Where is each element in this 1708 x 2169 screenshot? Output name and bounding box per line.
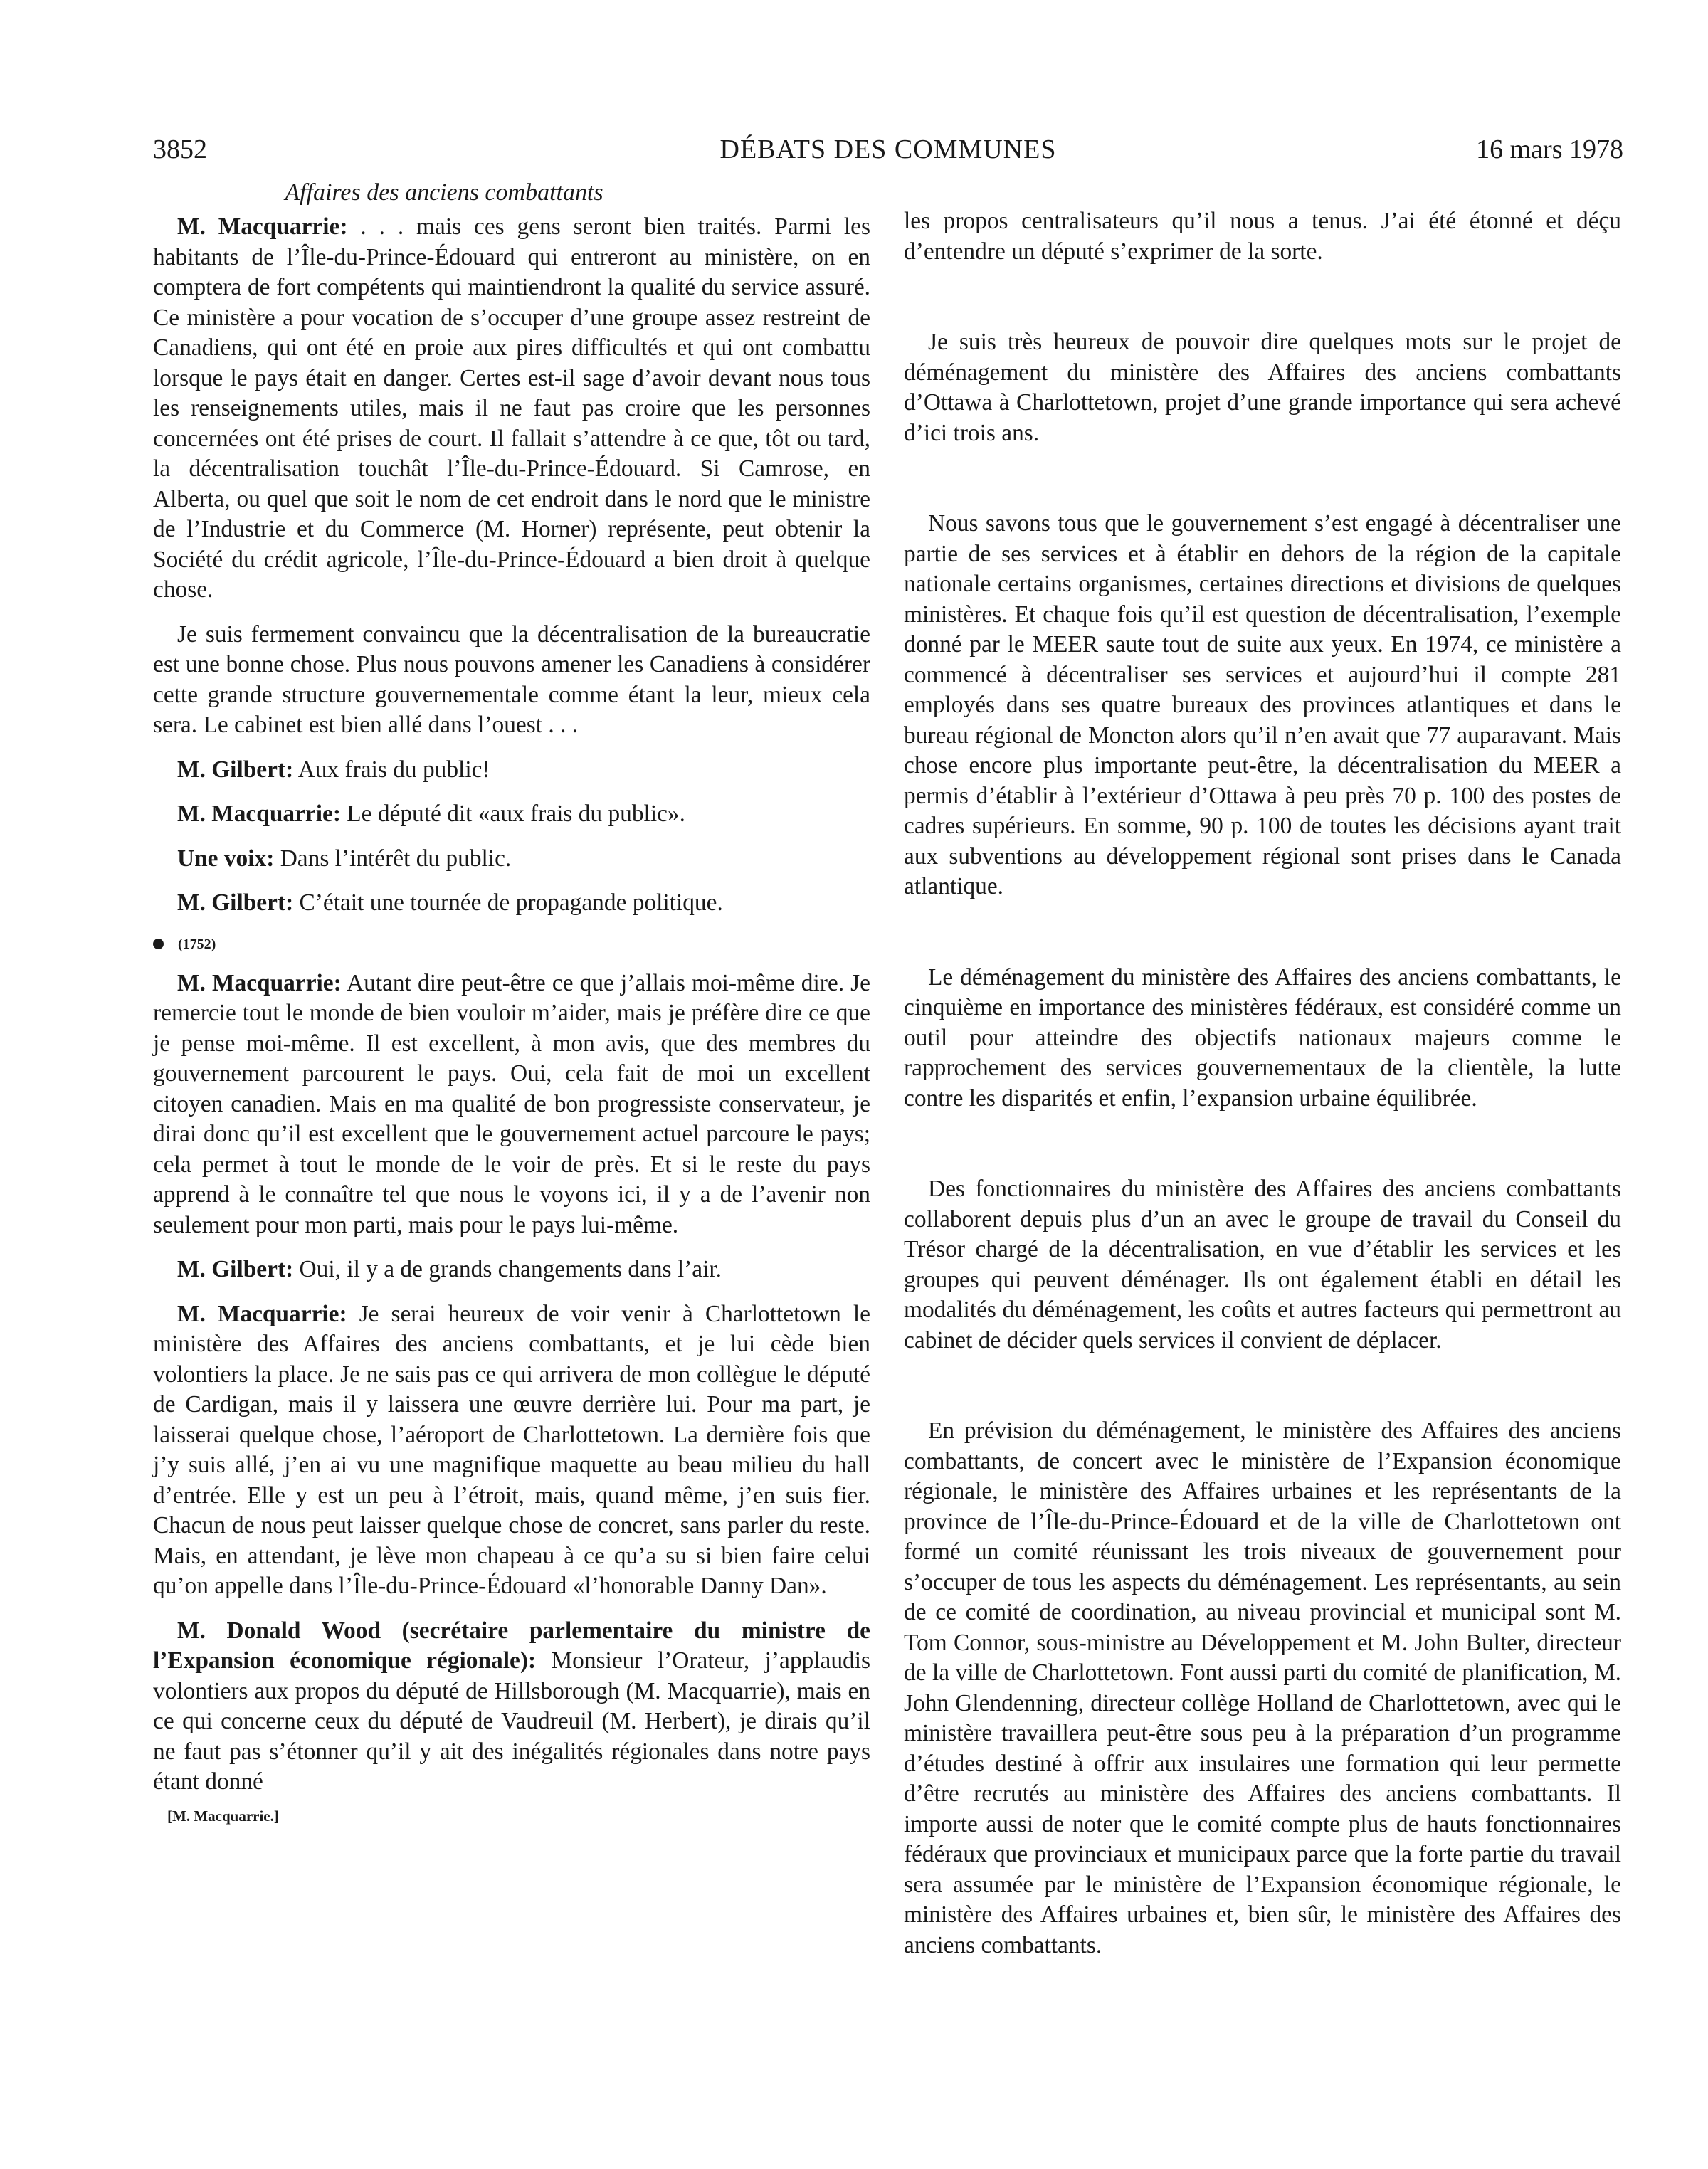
- paragraph: [153, 1255, 870, 1285]
- publication-title: DÉBATS DES COMMUNES: [719, 134, 1057, 164]
- paragraph: [153, 799, 870, 830]
- speaker-name: M. Macquarrie:: [177, 1300, 347, 1327]
- paragraph: Le déménagement du ministère des Affaires des anciens combattants, le cinquième en importance des ministères fédéraux, est considéré comme un outil pour atteindre des objectifs nationaux majeurs comme le rapprochement des services gouvernementaux de la clientèle, la lutte contre les disparités et enfin, l’expansion urbaine équilibrée.: [904, 964, 1621, 1112]
- speech-text: Oui, il y a de grands changements dans l’air.: [293, 1256, 722, 1282]
- paragraph: [153, 969, 870, 1241]
- time-marker-label: (1752): [178, 936, 216, 952]
- paragraph: Des fonctionnaires du ministère des Affaires des anciens combattants collaborent depuis plus d’un an avec le groupe de travail du Conseil du Trésor chargé de la décentralisation, en vue d’établir les services et les groupes qui peuvent déménager. Ils ont également établi en détail les modalités du déménagement, les coûts et autres facteurs qui permettront au cabinet de décider quels services il convient de déplacer.: [904, 1176, 1621, 1353]
- page-date: 16 mars 1978: [1476, 134, 1623, 164]
- speech-text: Autant dire peut-être ce que j’allais moi-même dire. Je remercie tout le monde de bien vouloir m’aider, mais je préfère dire ce que je pense moi-même. Il est excellent, à mon avis, que des membres du gouvernement parcourent le pays. Oui, cela fait de moi un excellent citoyen canadien. Mais en ma qualité de bon progressiste conservateur, je dirai donc qu’il est excellent que le gouvernement actuel parcoure le pays; cela permet à tout le monde de le voir de près. Et si le reste du pays apprend à le connaître tel que nous le voyons ici, il y a de l’avenir non seulement pour mon parti, mais pour le pays lui-même.: [153, 969, 870, 1238]
- right-column: [904, 206, 1621, 1960]
- paragraph: [153, 212, 870, 606]
- speech-text: Le député dit «aux frais du public».: [340, 801, 685, 827]
- page-number: 3852: [153, 134, 207, 164]
- speech-text: Aux frais du public!: [293, 756, 490, 783]
- speaker-name: Une voix:: [177, 845, 275, 872]
- paragraph: Je suis très heureux de pouvoir dire quelques mots sur le projet de déménagement du ministère des Affaires des anciens combattants d’Ottawa à Charlottetown, projet d’une grande importance qui sera achevé d’ici trois ans.: [904, 329, 1621, 446]
- speaker-name: M. Macquarrie:: [177, 213, 348, 240]
- paragraph: [153, 755, 870, 786]
- speech-text: Dans l’intérêt du public.: [274, 845, 512, 872]
- speech-text: Je suis fermement convaincu que la décentralisation de la bureaucratie est une bonne chose. Plus nous pouvons amener les Canadiens à considérer cette grande structure gouvernementale comme étant la leur, mieux cela sera. Le cabinet est bien allé dans l’ouest . . .: [153, 621, 870, 738]
- paragraph: [153, 888, 870, 919]
- paragraph: [153, 844, 870, 875]
- paragraph: [153, 620, 870, 741]
- speech-text: Je serai heureux de voir venir à Charlottetown le ministère des Affaires des anciens combattants, et je lui cède bien volontiers la place. Je ne sais pas ce qui arrivera de mon collègue le député de Cardigan, mais il y laissera une œuvre derrière lui. Pour ma part, je laisserai quelque chose, l’aéroport de Charlottetown. La dernière fois que j’y suis allé, j’en ai vu une magnifique maquette au beau milieu du hall d’entrée. Elle y est un peu à l’étroit, mais, quand même, j’en suis fier. Chacun de nous peut laisser quelque chose de concret, sans parler du reste. Mais, en attendant, je lève mon chapeau à ce qu’a su si bien faire celui qu’on appelle dans l’Île-du-Prince-Édouard «l’honorable Danny Dan».: [153, 1300, 870, 1599]
- speech-text: C’était une tournée de propagande politique.: [293, 890, 723, 916]
- speech-text: . . . mais ces gens seront bien traités. Parmi les habitants de l’Île-du-Prince-Édouard qui entreront au ministère, on en comptera de fort compétents qui maintiendront la qualité du service assuré. Ce ministère a pour vocation de s’occuper d’une groupe assez restreint de Canadiens, qui ont été en proie aux pires difficultés et qui ont combattu lorsque le pays était en danger. Certes est-il sage d’avoir devant nous tous les renseignements utiles, mais il ne faut pas croire que les personnes concernées ont été prises de court. Il fallait s’attendre à ce que, tôt ou tard, la décentralisation touchât l’Île-du-Prince-Édouard. Si Camrose, en Alberta, ou quel que soit le nom de cet endroit dans le nord que le ministre de l’Industrie et du Commerce (M. Horner) représente, peut obtenir la Société du crédit agricole, l’Île-du-Prince-Édouard a bien droit à quelque chose.: [153, 213, 871, 603]
- paragraph: [153, 1299, 870, 1602]
- paragraph: Nous savons tous que le gouvernement s’est engagé à décentraliser une partie de ses services et à établir en dehors de la région de la capitale nationale certains organismes, certaines directions et divisions de quelques ministères. Et chaque fois qu’il est question de décentralisation, l’exemple donné par le MEER saute tout de suite aux yeux. En 1974, ce ministère a commencé à décentraliser ses services et aujourd’hui il compte 281 employés dans ses quatre bureaux des provinces atlantiques et dans le bureau régional de Moncton alors qu’il n’en avait que 77 auparavant. Mais chose encore plus importante peut-être, la décentralisation du MEER a permis d’établir à l’extérieur d’Ottawa à peu près 70 p. 100 des postes de cadres supérieurs. En somme, 90 p. 100 de toutes les décisions ayant trait aux subventions au développement régional sont prises dans le Canada atlantique.: [904, 510, 1621, 899]
- speaker-name: M. Donald Wood (secrétaire parlementaire du ministre de l’Expansion économique régionale):: [153, 1617, 870, 1674]
- speaker-name: M. Macquarrie:: [177, 801, 341, 827]
- speaker-name: M. Gilbert:: [177, 1256, 294, 1282]
- paragraph: En prévision du déménagement, le ministère des Affaires des anciens combattants, de concert avec le ministère de l’Expansion économique régionale, le ministère des Affaires urbaines et les représentants de la province de l’Île-du-Prince-Édouard et de la ville de Charlottetown ont formé un comité réunissant les trois niveaux de gouvernement pour s’occuper de tous les aspects du déménagement. Les représentants, au sein de ce comité de coordination, au niveau provincial et municipal sont M. Tom Connor, sous-ministre au Développement et M. John Bulter, directeur de la ville de Charlottetown. Font aussi parti du comité de planification, M. John Glendenning, directeur collège Holland de Charlottetown, avec qui le ministère travaillera peut-être sous peu à la préparation d’un programme d’études destiné à offrir aux insulaires une formation qui leur permette d’être recrutés au ministère des Affaires des anciens combattants. Il importe aussi de noter que le comité compte plus de hauts fonctionnaires fédéraux que provinciaux et municipaux parce que la forte partie du travail sera assumée par le ministère de l’Expansion économique régionale, le ministère des Affaires urbaines et, bien sûr, le ministère des Affaires des anciens combattants.: [904, 1418, 1621, 1958]
- speaker-name: M. Gilbert:: [177, 756, 294, 783]
- page-header: [153, 128, 1623, 171]
- speaker-name: M. Gilbert:: [177, 890, 294, 916]
- time-marker: [153, 933, 870, 956]
- paragraph: [153, 1616, 870, 1798]
- footer-note: [M. Macquarrie.]: [167, 1807, 279, 1825]
- speaker-name: M. Macquarrie:: [177, 969, 342, 996]
- speech-text: Monsieur l’Orateur, j’applaudis volontiers aux propos du député de Hillsborough (M. Macquarrie), mais en ce qui concerne ceux du député de Vaudreuil (M. Herbert), je dirais qu’il ne faut pas s’étonner qu’il y ait des inégalités régionales dans notre pays étant donné: [153, 1647, 870, 1795]
- section-title: Affaires des anciens combattants: [285, 179, 603, 206]
- bullet-dot-icon: [153, 939, 164, 949]
- left-column: [153, 178, 870, 1827]
- paragraph: les propos centralisateurs qu’il nous a tenus. J’ai été étonné et déçu d’entendre un député s’exprimer de la sorte.: [904, 208, 1621, 265]
